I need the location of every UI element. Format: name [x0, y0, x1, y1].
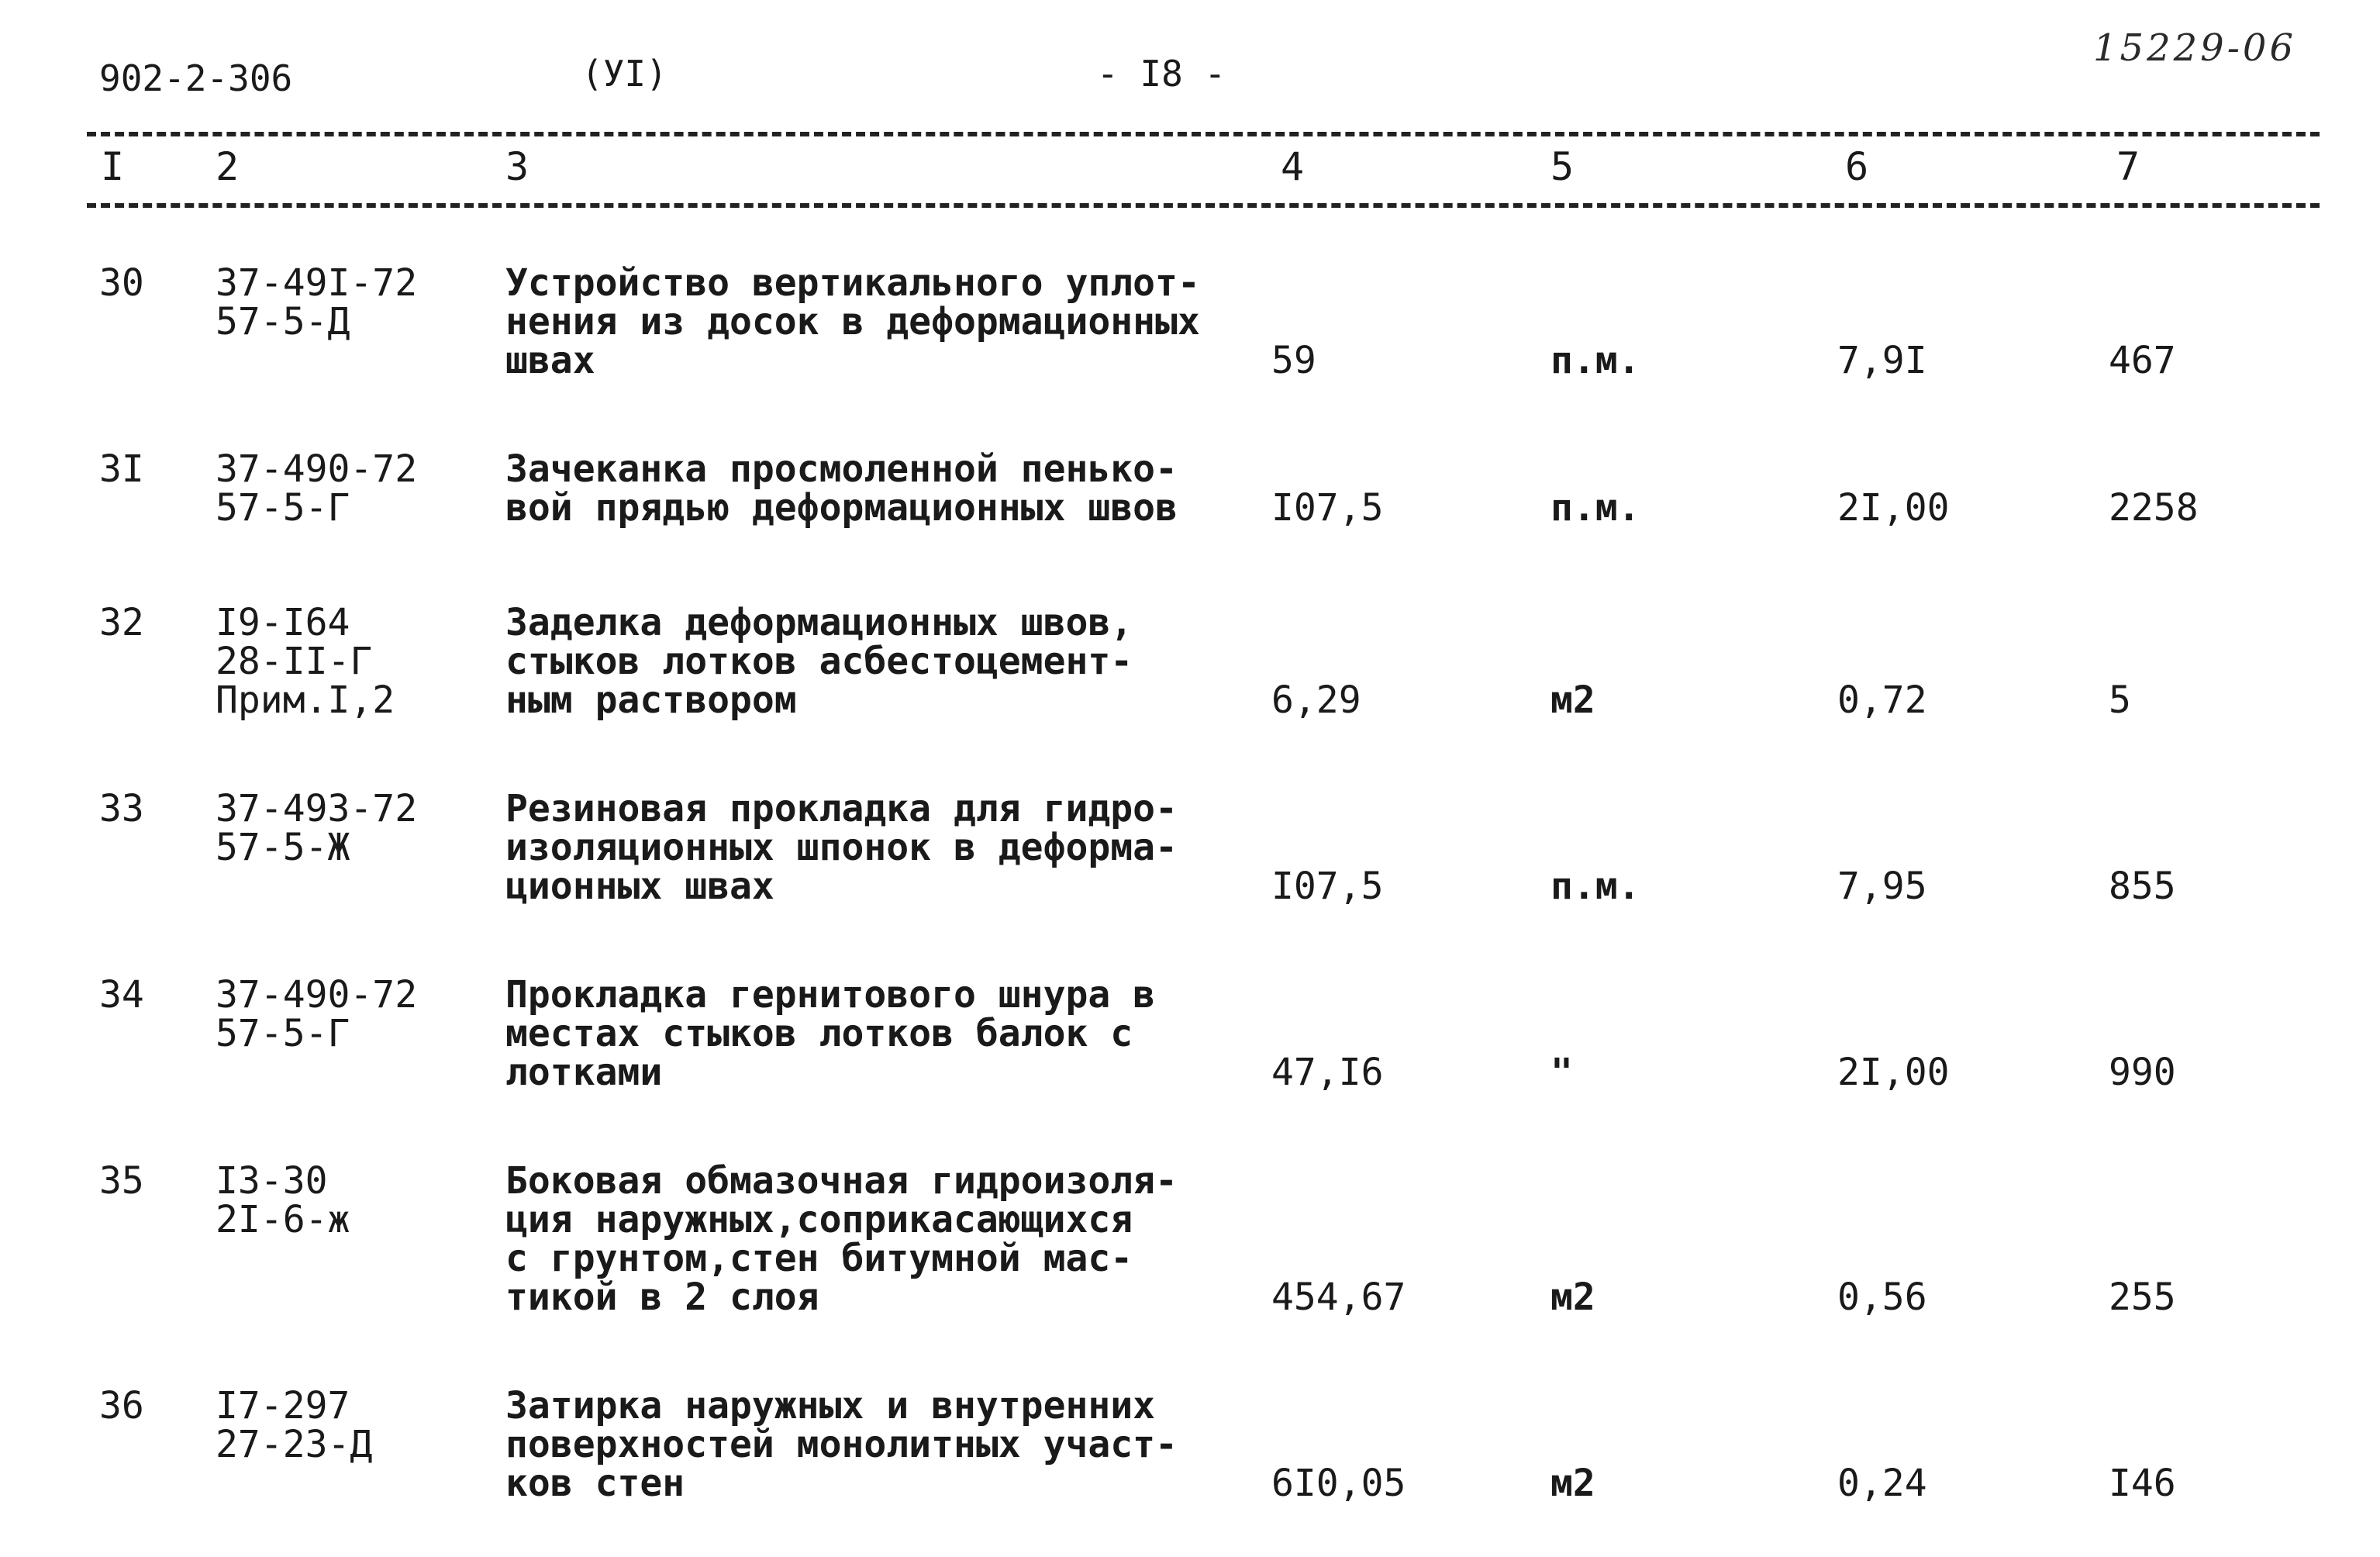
norm-code-line: 37-49I-72 [216, 261, 418, 305]
quantity: 454,67 [1271, 1276, 1406, 1319]
unit: м2 [1550, 1462, 1595, 1505]
work-description-line: Зачеканка просмоленной пенько- [505, 447, 1178, 491]
work-description-line: изоляционных шпонок в деформа- [505, 826, 1178, 869]
archive-stamp: 15229-06 [2093, 26, 2296, 70]
column-header-5: 5 [1550, 144, 1575, 189]
unit: м2 [1550, 678, 1595, 722]
unit-price: 0,56 [1837, 1276, 1927, 1319]
unit: " [1550, 1051, 1573, 1094]
column-header-1: I [101, 144, 125, 189]
work-description-line: ным раствором [505, 678, 797, 722]
total-cost: 5 [2109, 678, 2131, 722]
column-header-3: 3 [505, 144, 529, 189]
work-description-line: Затирка наружных и внутренних [505, 1384, 1156, 1428]
unit-price: 7,95 [1837, 865, 1927, 908]
norm-code-line: 57-5-Ж [216, 826, 350, 869]
norm-code-line: 37-490-72 [216, 447, 418, 491]
work-description-line: с грунтом,стен битумной мас- [505, 1237, 1133, 1280]
work-description-line: Боковая обмазочная гидроизоля- [505, 1159, 1178, 1203]
work-description [505, 1386, 1178, 1503]
unit: п.м. [1550, 486, 1640, 530]
page-number: - I8 - [1097, 53, 1226, 95]
total-cost: 855 [2109, 865, 2176, 908]
work-description-line: местах стыков лотков балок с [505, 1012, 1133, 1055]
work-description-line: поверхностей монолитных участ- [505, 1423, 1178, 1466]
norm-code [216, 1159, 350, 1241]
norm-code [216, 789, 417, 867]
header-divider-top [87, 132, 2320, 136]
norm-code-line: 37-490-72 [216, 973, 418, 1017]
work-description-line: Заделка деформационных швов, [505, 601, 1133, 644]
work-description-line: ционных швах [505, 865, 774, 908]
norm-code-line: 37-493-72 [216, 787, 418, 830]
work-description-line: Устройство вертикального уплот- [505, 261, 1200, 305]
work-description [505, 603, 1133, 720]
norm-code [216, 1386, 372, 1464]
quantity: 6,29 [1271, 678, 1361, 722]
unit-price: 0,24 [1837, 1462, 1927, 1505]
row-number: 36 [99, 1384, 144, 1428]
norm-code-line: I3-30 [216, 1159, 328, 1203]
unit-price: 7,9I [1837, 339, 1927, 382]
work-description-line: ция наружных,соприкасающихся [505, 1198, 1133, 1241]
norm-code [216, 447, 418, 530]
unit-price: 2I,00 [1837, 486, 1950, 530]
unit-price: 0,72 [1837, 678, 1927, 722]
section-label: (УI) [581, 53, 667, 95]
norm-code-line: 57-5-Д [216, 300, 350, 344]
column-header-2: 2 [216, 144, 240, 189]
work-description-line: нения из досок в деформационных [505, 300, 1200, 344]
quantity: 47,I6 [1271, 1051, 1384, 1094]
work-description [505, 975, 1155, 1092]
norm-code-line: I9-I64 [216, 601, 350, 644]
norm-code [216, 975, 417, 1053]
header-divider-bottom [87, 203, 2320, 208]
norm-code [216, 261, 418, 344]
row-number: 35 [99, 1159, 144, 1203]
column-header-4: 4 [1281, 144, 1305, 189]
quantity: 6I0,05 [1271, 1462, 1406, 1505]
row-number: 32 [99, 601, 144, 644]
unit-price: 2I,00 [1837, 1051, 1950, 1094]
work-description-line: швах [505, 339, 595, 382]
work-description-line: ков стен [505, 1462, 685, 1505]
unit: п.м. [1550, 865, 1640, 908]
quantity: I07,5 [1271, 865, 1384, 908]
unit: м2 [1550, 1276, 1595, 1319]
norm-code [216, 603, 395, 720]
norm-code-line: 57-5-Г [216, 1012, 350, 1055]
document-code: 902-2-306 [99, 57, 293, 99]
norm-code-line: 28-II-Г [216, 640, 373, 683]
work-description [505, 1159, 1178, 1319]
total-cost: 255 [2109, 1276, 2176, 1319]
norm-code-line: I7-297 [216, 1384, 350, 1428]
work-description [505, 789, 1178, 906]
total-cost: 990 [2109, 1051, 2176, 1094]
norm-code-line: 2I-6-ж [216, 1198, 350, 1241]
work-description-line: Резиновая прокладка для гидро- [505, 787, 1178, 830]
norm-code-line: 27-23-Д [216, 1423, 373, 1466]
work-description-line: Прокладка гернитового шнура в [505, 973, 1156, 1017]
work-description-line: тикой в 2 слоя [505, 1276, 819, 1319]
total-cost: I46 [2109, 1462, 2176, 1505]
column-header-6: 6 [1845, 144, 1869, 189]
work-description-line: лотками [505, 1051, 663, 1094]
total-cost: 2258 [2109, 486, 2199, 530]
norm-code-line: 57-5-Г [216, 486, 350, 530]
quantity: 59 [1271, 339, 1316, 382]
column-header-7: 7 [2116, 144, 2140, 189]
norm-code-line: Прим.I,2 [216, 678, 395, 722]
work-description-line: стыков лотков асбестоцемент- [505, 640, 1133, 683]
row-number: 3I [99, 447, 144, 491]
quantity: I07,5 [1271, 486, 1384, 530]
work-description [505, 261, 1200, 382]
row-number: 34 [99, 973, 144, 1017]
row-number: 33 [99, 787, 144, 830]
work-description [505, 447, 1178, 530]
total-cost: 467 [2109, 339, 2176, 382]
unit: п.м. [1550, 339, 1640, 382]
row-number: 30 [99, 261, 144, 305]
work-description-line: вой прядью деформационных швов [505, 486, 1178, 530]
